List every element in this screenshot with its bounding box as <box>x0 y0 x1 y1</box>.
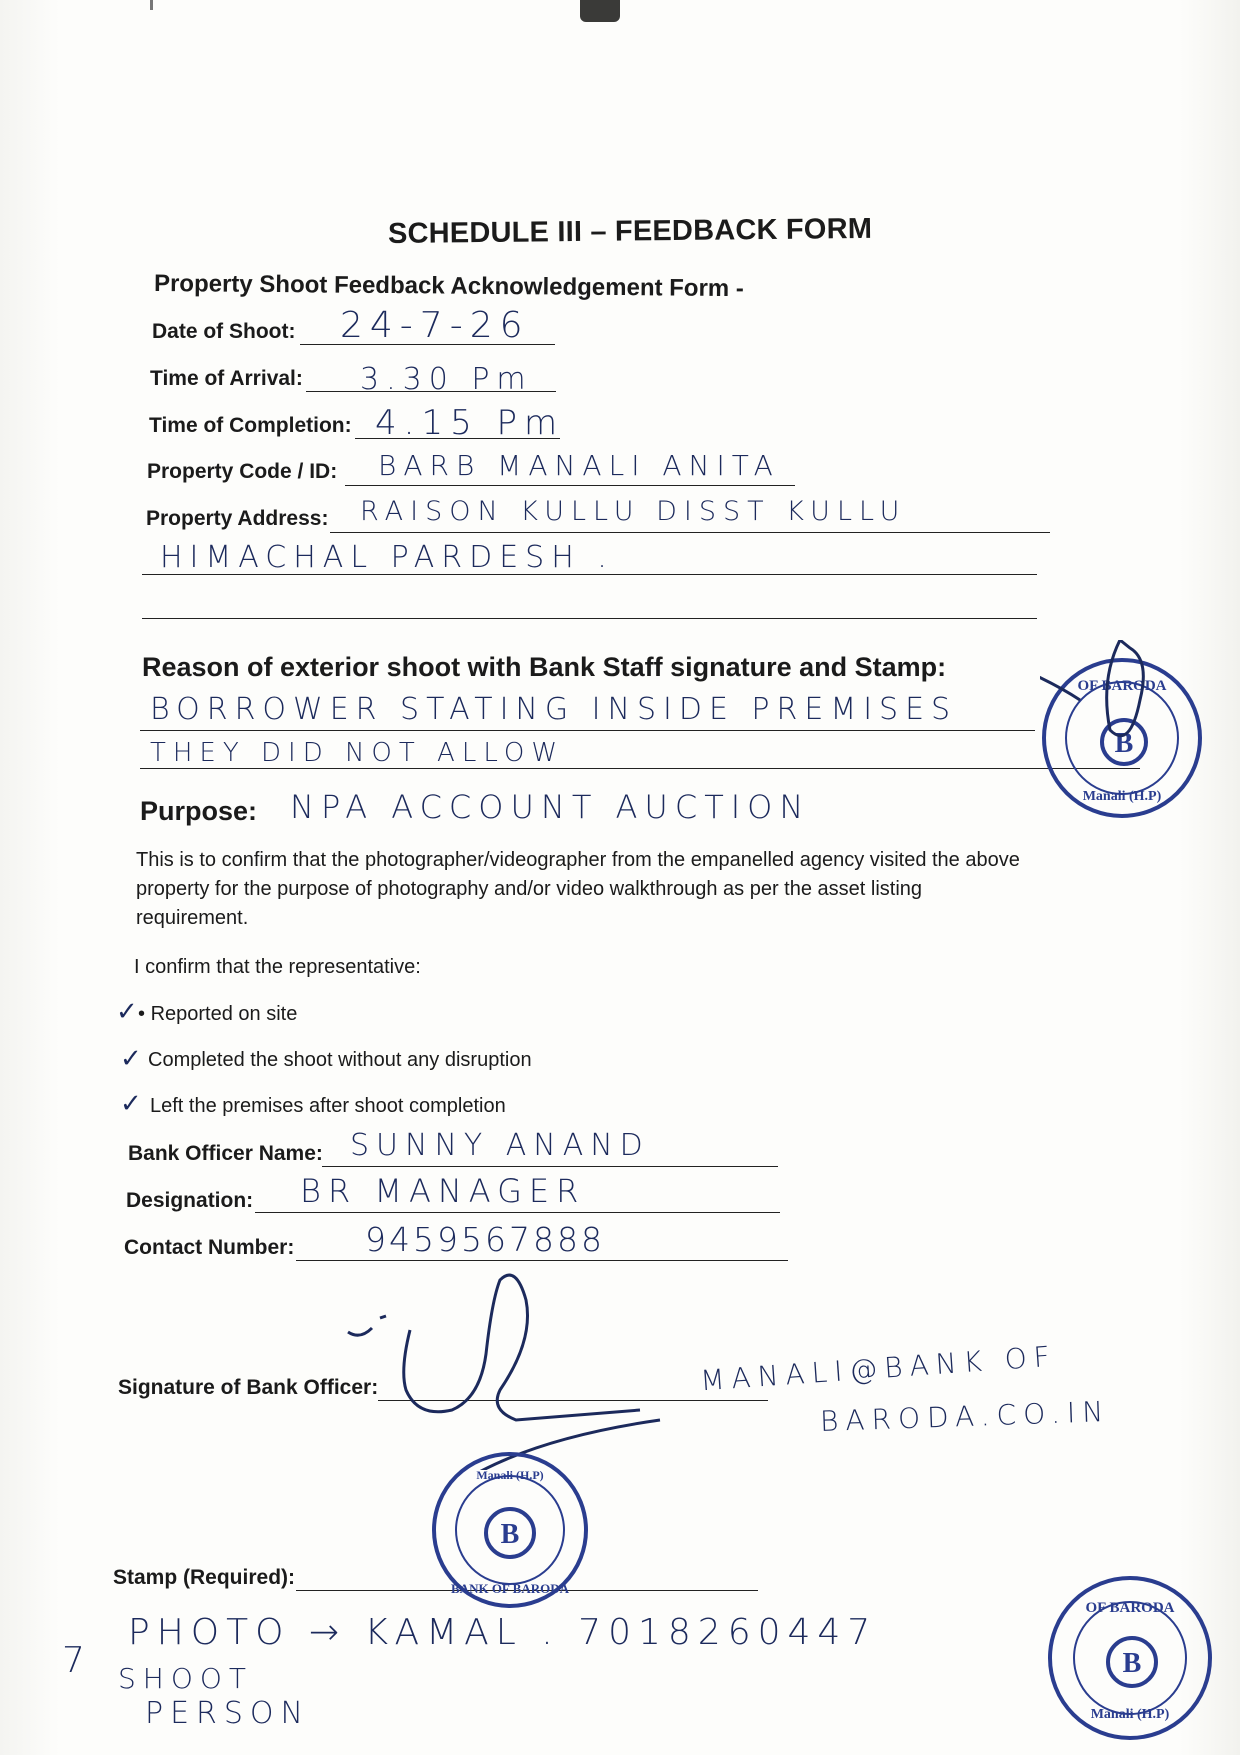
svg-text:B: B <box>500 1519 520 1550</box>
bank-stamp-1 <box>1040 640 1220 840</box>
svg-text:BANK OF BARODA: BANK OF BARODA <box>451 1581 569 1596</box>
completion-value: 4.15 Pm <box>375 403 565 443</box>
completion-label: Time of Completion: <box>149 414 352 437</box>
address-line-1 <box>330 532 1050 533</box>
designation-line <box>255 1212 780 1213</box>
address-value-1: RAISON KULLU DISST KULLU <box>360 496 907 527</box>
checklist-item-1-text: Reported on site <box>150 1003 298 1025</box>
svg-text:Manali (H.P): Manali (H.P) <box>1090 1707 1170 1722</box>
footer-note-line-3: PERSON <box>145 1696 310 1731</box>
code-label: Property Code / ID: <box>147 460 338 483</box>
footer-note-line-1: PHOTO → KAMAL . 7018260447 <box>128 1612 878 1653</box>
svg-text:Manali (H.P): Manali (H.P) <box>1082 789 1162 804</box>
svg-text:OF BARODA: OF BARODA <box>1077 678 1167 694</box>
address-line-3 <box>142 618 1037 619</box>
purpose-label: Purpose: <box>140 796 258 826</box>
form-title: SCHEDULE III – FEEDBACK FORM <box>387 212 873 250</box>
arrival-value: 3.30 Pm <box>360 362 533 397</box>
bank-stamp-3 <box>1040 1570 1220 1745</box>
date-label: Date of Shoot: <box>152 320 296 343</box>
checklist-item-2-text: Completed the shoot without any disruption <box>148 1049 532 1071</box>
checklist-item-1: • Reported on site <box>138 1003 298 1025</box>
officer-name-value: SUNNY ANAND <box>350 1128 650 1163</box>
reason-label: Reason of exterior shoot with Bank Staff signature and Stamp: <box>142 652 947 682</box>
reason-value-1: BORROWER STATING INSIDE PREMISES <box>150 692 958 727</box>
email-line-2: BARODA.CO.IN <box>819 1394 1111 1439</box>
confirmation-paragraph: This is to confirm that the photographer/videographer from the empanelled agency visited the above property for the purpose of photography and/or video walkthrough as per the asset listing requirement. <box>136 849 1020 929</box>
contact-value: 9459567888 <box>365 1220 605 1259</box>
bank-stamp-2 <box>425 1445 595 1615</box>
check-mark-2: ✓ <box>120 1043 142 1073</box>
arrival-label: Time of Arrival: <box>150 367 303 390</box>
officer-name-label: Bank Officer Name: <box>128 1142 323 1165</box>
contact-label: Contact Number: <box>124 1236 295 1259</box>
svg-text:Manali (H.P): Manali (H.P) <box>476 1468 544 1482</box>
officer-signature <box>340 1270 720 1470</box>
reason-value-2: THEY DID NOT ALLOW <box>150 738 565 768</box>
scan-mark <box>150 0 153 10</box>
email-line-1: MANALI@BANK OF <box>699 1339 1058 1398</box>
address-value-2: HIMACHAL PARDESH . <box>160 540 614 575</box>
reason-line-2 <box>140 768 1140 769</box>
check-mark-3: ✓ <box>120 1088 142 1118</box>
date-value: 24-7-26 <box>340 305 530 346</box>
stamp-label: Stamp (Required): <box>113 1566 296 1589</box>
designation-value: BR MANAGER <box>300 1172 586 1210</box>
officer-name-line <box>322 1166 778 1167</box>
svg-text:OF BARODA: OF BARODA <box>1085 1600 1175 1616</box>
confirmation-intro: I confirm that the representative: <box>134 956 421 978</box>
code-line <box>345 485 795 486</box>
reason-line-1 <box>140 730 1035 731</box>
contact-line <box>296 1260 788 1261</box>
designation-label: Designation: <box>126 1189 254 1212</box>
form-subtitle: Property Shoot Feedback Acknowledgement Form - <box>153 270 744 303</box>
purpose-value: NPA ACCOUNT AUCTION <box>290 788 811 826</box>
footer-arrow: 7 <box>62 1640 85 1681</box>
checklist-item-3-text: Left the premises after shoot completion <box>150 1095 506 1117</box>
binder-clip-mark <box>580 0 620 22</box>
code-value: BARB MANALI ANITA <box>378 449 780 482</box>
footer-note-line-2: SHOOT <box>118 1662 254 1695</box>
check-mark-1: ✓ <box>116 996 138 1026</box>
signature-label: Signature of Bank Officer: <box>118 1376 379 1399</box>
svg-text:B: B <box>1114 728 1134 759</box>
address-label: Property Address: <box>146 507 329 530</box>
svg-text:B: B <box>1122 1648 1142 1679</box>
